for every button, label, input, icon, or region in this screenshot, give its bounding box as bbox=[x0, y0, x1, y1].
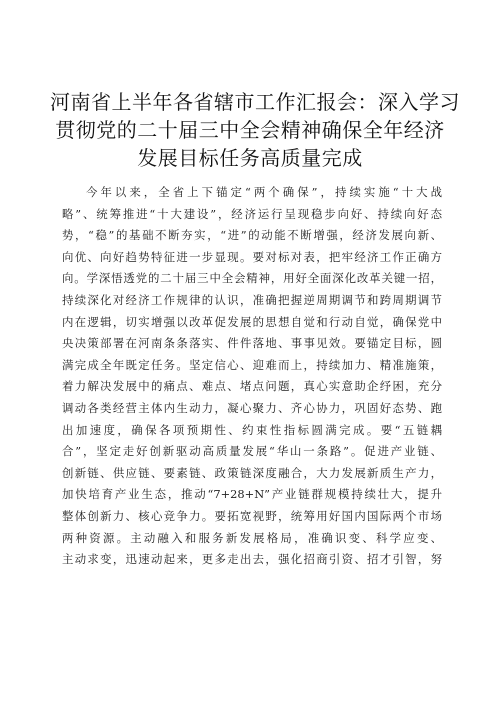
body-line: 出加速度，确保各项预期性、约束性指标圆满完成。要“五链耦 bbox=[62, 422, 442, 437]
body-line: 调动各类经营主体内生动力，凝心聚力、齐心协力，巩固好态势、跑 bbox=[62, 400, 442, 415]
body-line: 央决策部署在河南条条落实、件件落地、事事见效。要锚定目标，圆 bbox=[62, 336, 442, 351]
body-line: 两种资源。主动融入和服务新发展格局，准确识变、科学应变、 bbox=[62, 530, 442, 545]
document-body bbox=[62, 182, 442, 571]
document-title bbox=[50, 88, 460, 172]
title-line-2: 贯彻党的二十届三中全会精神确保全年经济 bbox=[55, 118, 445, 142]
body-line: 今年以来，全省上下锚定“两个确保”，持续实施“十大战 bbox=[86, 185, 442, 199]
body-line: 略”、统筹推进“十大建设”，经济运行呈现稳步向好、持续向好态 bbox=[62, 206, 442, 221]
body-line: 持续深化对经济工作规律的认识，准确把握逆周期调节和跨周期调节 bbox=[62, 292, 442, 307]
body-line: 向。学深悟透党的二十届三中全会精神，用好全面深化改革关键一招， bbox=[62, 271, 442, 286]
body-line: 满完成全年既定任务。坚定信心、迎难而上，持续加力、精准施策， bbox=[62, 357, 442, 372]
body-line: 创新链、供应链、要素链、政策链深度融合，大力发展新质生产力， bbox=[62, 465, 442, 480]
body-line: 向优、向好趋势特征进一步显现。要对标对表，把牢经济工作正确方 bbox=[62, 249, 442, 264]
body-line: 内在逻辑，切实增强以改革促发展的思想自觉和行动自觉，确保党中 bbox=[62, 314, 442, 329]
body-line: 势，“稳”的基础不断夯实，“进”的动能不断增强，经济发展向新、 bbox=[62, 228, 442, 243]
body-line: 加快培育产业生态，推动“7+28+N”产业链群规模持续壮大，提升 bbox=[62, 487, 442, 502]
body-line: 主动求变，迅速动起来，更多走出去，强化招商引资、招才引智，努 bbox=[62, 552, 442, 567]
body-line: 着力解决发展中的痛点、难点、堵点问题，真心实意助企纾困，充分 bbox=[62, 379, 442, 394]
title-line-3: 发展目标任务高质量完成 bbox=[137, 146, 363, 170]
body-line: 合”，坚定走好创新驱动高质量发展“华山一条路”。促进产业链、 bbox=[62, 444, 442, 459]
body-line: 整体创新力、核心竞争力。要拓宽视野，统筹用好国内国际两个市场 bbox=[62, 508, 442, 523]
title-line-1: 河南省上半年各省辖市工作汇报会：深入学习 bbox=[50, 90, 460, 114]
